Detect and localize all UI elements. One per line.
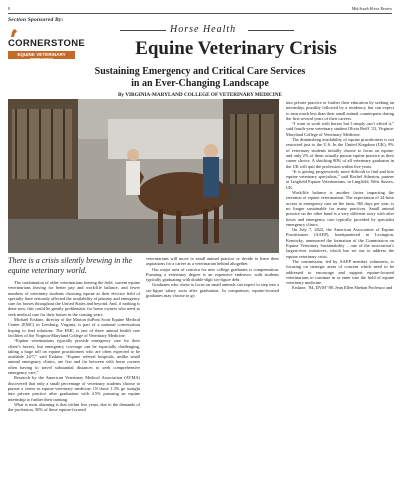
section-rule-right: [248, 30, 294, 31]
article-title: Equine Veterinary Crisis: [135, 38, 337, 59]
paragraph: Michael Erskine, director of the Marion duPont Scott Equine Medical Center (EMC) in Leesburg, Virginia, is part of a national conversation hoping to find solutions. The EMC is one of three animal health care facilities of the Virginia-Maryland College of Veterinary Medicine.: [8, 317, 140, 338]
paragraph: What is most alarming is that within five years, due to the demands of the profession, 50% of these equine-focused: [8, 401, 140, 413]
publication-name: Mid-South Horse Review: [351, 6, 392, 11]
paragraph: “I want to work with horses but I simply can’t afford it,” said fourth-year veterinary student Olivia Reiff ’23, Virginia-Maryland College of Veterinary Medicine.: [286, 121, 394, 137]
paragraph: On July 7, 2022, the American Association of Equine Practitioners (AAEP), headquartered in Lexington, Kentucky, announced the formation of the Commission on Equine Veterinary Sustainability – one of the association’s largest-ever initiatives, which has set out to address the equine veterinary crisis.: [286, 227, 394, 259]
sponsor-logo: [8, 28, 86, 64]
page-number: 8: [8, 6, 10, 11]
horse-head-icon: [9, 28, 19, 38]
sponsor-tagline: EQUINE VETERINARY SERVICES: [17, 52, 66, 62]
paragraph: The commission, led by AAEP member volunteers, is focusing on strategic areas of concern which need to be addressed to encourage and support equine-focused veterinarians to continue in or enter into the field of equine veterinary medicine.: [286, 258, 394, 286]
byline: By VIRGINIA-MARYLAND COLLEGE OF VETERINARY MEDICINE: [117, 92, 283, 98]
sponsor-name: CORNERSTONE: [8, 38, 86, 49]
subtitle-line-2: in an Ever-Changing Landscape: [131, 78, 269, 89]
paragraph: into private practice or further their education by seeking an internship, possibly followed by a residency, but can expect to earn much less than their small animal counterparts during the first several years of their careers.: [286, 100, 394, 121]
paragraph: The combination of older veterinarians leaving the field, current equine veterinarians leaving for better pay and work/life balance, and fewer numbers of veterinary students choosing equine as their elective field of specialty have seriously affected the availability of primary and emergency care for horses throughout the United States and beyond. And, if nothing is done now, this could be greatly problematic for horse owners who need to seek medical care for their horses in the coming years.: [8, 280, 140, 317]
section-heading: Horse Health: [170, 24, 237, 35]
sponsor-label: Section Sponsored By:: [8, 17, 64, 23]
paragraph: Graduates who chose to focus on small animals can expect to step into a six-figure salary soon after graduation. In comparison, equine-focused graduates may choose to go: [146, 282, 279, 299]
article-column-3: [286, 100, 394, 291]
subtitle-line-1: Sustaining Emergency and Critical Care Services: [94, 66, 306, 77]
paragraph: Erskine, ’84, DVM ’88, Jean Ellen Shehan Professor and: [292, 285, 393, 291]
article-column-2: [146, 256, 279, 298]
paragraph: “Equine veterinarians typically provide emergency care for their client’s horses, but emergency coverage can be especially challenging, taking a huge toll on equine practitioners who are often expected to be available 24/7,” said Erskine. “Equine referral hospitals, unlike small animal emergency clinics, are few and far between with horse owners often having to travel substantial distances to seek comprehensive emergency care.”: [8, 338, 140, 376]
photo-caption: There is a crisis silently brewing in the equine veterinary world.: [8, 256, 133, 275]
header-rule: [8, 13, 392, 14]
paragraph: The diminishing availability of equine practitioners is not restricted just to the U.S. In the United Kingdom (UK), 9% of veterinary students initially choose to focus on equine, and only 2% of them actually pursue equine practice as their career choice. A shocking 80% of all veterinary graduates in the UK will quit the profession within five years.: [286, 137, 394, 169]
paragraph: Our major area of concern for new college graduates is compensation. Pursuing a veterinary degree is an expensive endeavor, with students typically graduating with double-digit six-figure debt.: [146, 266, 279, 283]
article-subtitle: [8, 66, 392, 90]
stable-photo: [8, 99, 279, 253]
paragraph: Work/life balance is another factor impacting the retention of equine veterinarians. The expectation of 24-hour access to emergency care on the farm, 365 days per year, is no longer sustainable for many practices. Small animal practice on the other hand is a very different story with after hours and emergency care typically provided by specialist emergency clinics.: [286, 190, 394, 227]
paragraph: Research by the American Veterinary Medical Association (AVMA) discovered that only a small percentage of veterinary students choose to pursue a career in equine veterinary medicine. Of those 1.3% go straight into private practice after graduation with 4.5% pursuing an equine internship to further their training.: [8, 375, 140, 402]
section-rule-left: [120, 30, 166, 31]
paragraph: veterinarians will move to small animal practice or decide to leave their aspirations for a career as a veterinarian behind altogether.: [146, 256, 279, 267]
article-column-1: [8, 280, 140, 412]
paragraph: “It is getting progressively more difficult to find and hire equine veterinary specialists,” said Rachel Atherton, partner at Lingfield Equine Veterinarians, in Lingfield, West Sussex, UK.: [286, 168, 394, 190]
